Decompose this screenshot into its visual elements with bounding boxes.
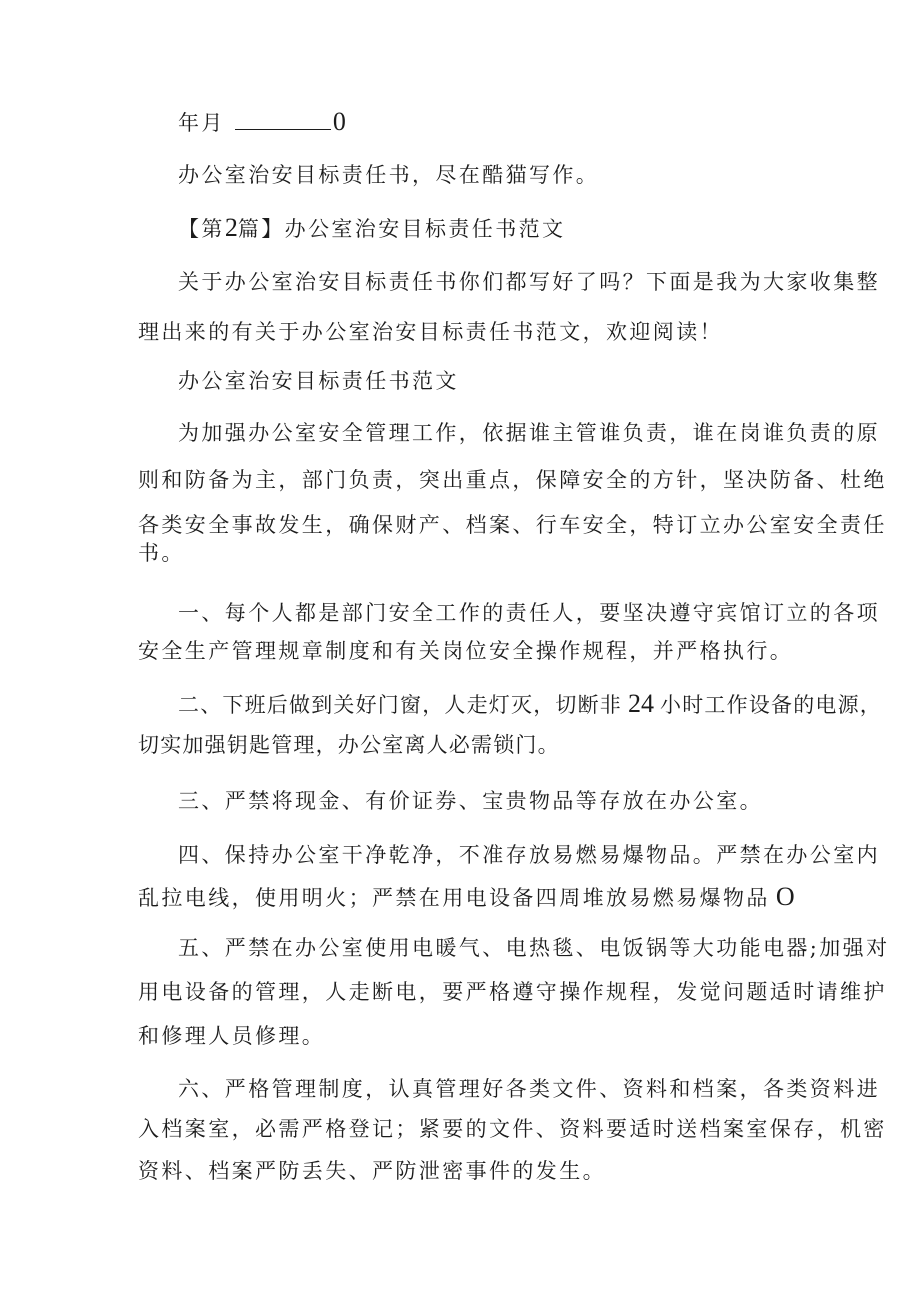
- preamble-line-2: 则和防备为主，部门负责，突出重点，保障安全的方针，坚决防备、杜绝: [138, 468, 887, 492]
- item6-line-1: 六、严格管理制度，认真管理好各类文件、资料和档案，各类资料进: [178, 1077, 880, 1101]
- item6-line-2: 入档案室，必需严格登记；紧要的文件、资料要适时送档案室保存，机密: [138, 1117, 887, 1141]
- item1-line-2: 安全生产管理规章制度和有关岗位安全操作规程，并严格执行。: [138, 639, 794, 663]
- date-blank: [235, 111, 331, 130]
- item2-before: 二、下班后做到关好门窗，人走灯灭，切断非: [178, 693, 622, 717]
- section-number: 2: [224, 213, 238, 242]
- item3-line: 三、严禁将现金、有价证券、宝贵物品等存放在办公室。: [178, 789, 763, 813]
- item6-line-3: 资料、档案严防丢失、严防泄密事件的发生。: [138, 1159, 606, 1183]
- item2-number: 24: [628, 689, 654, 718]
- intro-line-2: 理出来的有关于办公室治安目标责任书范文，欢迎阅读！: [138, 320, 723, 344]
- doc-title: 办公室治安目标责任书范文: [178, 369, 459, 393]
- preamble-line-4: 书。: [138, 541, 185, 565]
- closing-line: 办公室治安目标责任书，尽在酷猫写作。: [178, 163, 600, 187]
- item5-line-3: 和修理人员修理。: [138, 1024, 326, 1048]
- item4-end: O: [775, 882, 795, 911]
- preamble-line-1: 为加强办公室安全管理工作，依据谁主管谁负责，谁在岗谁负责的原: [178, 421, 880, 445]
- date-line: [178, 107, 346, 138]
- item5-line-1: 五、严禁在办公室使用电暖气、电热毯、电饭锅等大功能电器;加强对: [178, 936, 890, 960]
- item2-after: 小时工作设备的电源，: [660, 693, 882, 717]
- section-title-prefix: 【第: [178, 217, 225, 241]
- date-label: 年月: [178, 111, 225, 135]
- item5-line-2: 用电设备的管理，人走断电，要严格遵守操作规程，发觉问题适时请维护: [138, 980, 887, 1004]
- item1-line-1: 一、每个人都是部门安全工作的责任人，要坚决遵守宾馆订立的各项: [178, 601, 880, 625]
- section-title: [178, 213, 565, 244]
- intro-line-1: 关于办公室治安目标责任书你们都写好了吗？下面是我为大家收集整: [178, 270, 880, 294]
- item4-before: 乱拉电线，使用明火；严禁在用电设备四周堆放易燃易爆物品: [138, 886, 770, 910]
- section-title-suffix: 篇】办公室治安目标责任书范文: [237, 217, 566, 241]
- preamble-line-3: 各类安全事故发生，确保财产、档案、行车安全，特订立办公室安全责任: [138, 513, 887, 537]
- item4-line-2: [138, 882, 795, 913]
- item2-line-2: 切实加强钥匙管理，办公室离人必需锁门。: [138, 733, 560, 757]
- date-suffix: 0: [332, 107, 346, 136]
- item4-line-1: 四、保持办公室干净乾净，不准存放易燃易爆物品。严禁在办公室内: [178, 843, 880, 867]
- item2-line-1: [178, 689, 882, 720]
